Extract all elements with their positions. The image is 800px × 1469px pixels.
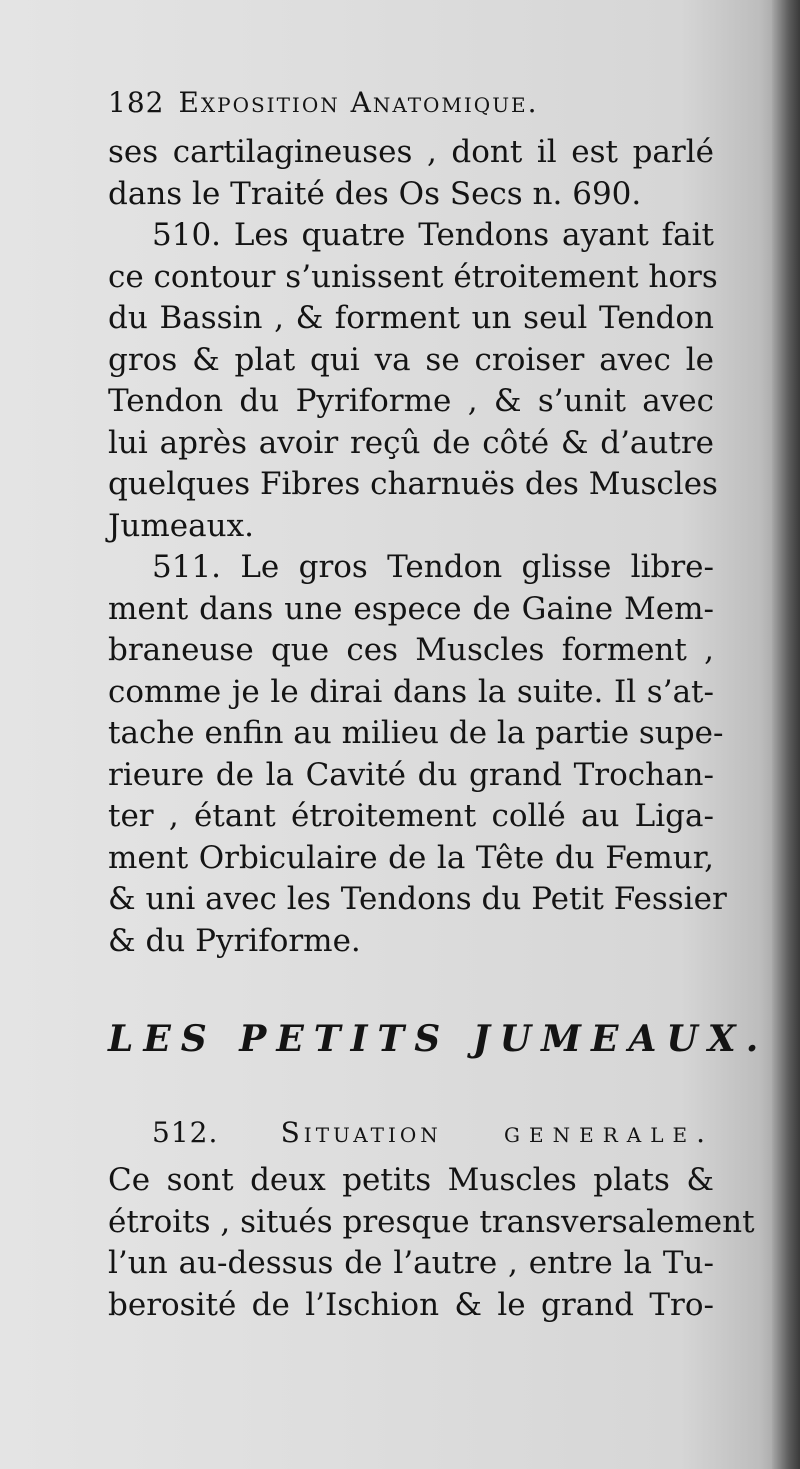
subheading xyxy=(108,1116,714,1160)
section-heading: LES PETITS JUMEAUX. xyxy=(108,1018,769,1060)
text-line: & uni avec les Tendons du Petit Fessier xyxy=(108,881,727,917)
text-line: tache enfin au milieu de la partie supe- xyxy=(108,715,724,751)
paragraph-intro xyxy=(108,132,714,215)
text-line: ce contour s’unissent étroitement hors xyxy=(108,258,718,295)
paragraph-512 xyxy=(108,1160,755,1326)
text-line: dans le Traité des Os Secs n. 690. xyxy=(108,175,642,212)
text-line: 511. Le gros Tendon glisse libre- xyxy=(152,549,714,585)
text-line: ter , étant étroitement collé au Liga- xyxy=(108,798,714,834)
text-line: comme je le dirai dans la suite. Il s’at- xyxy=(108,673,714,710)
text-line: ment dans une espece de Gaine Mem- xyxy=(108,590,714,627)
text-line: lui après avoir reçû de côté & d’autre xyxy=(108,424,714,461)
running-title: Exposition Anatomique. xyxy=(178,86,539,119)
text-line: braneuse que ces Muscles forment , xyxy=(108,632,714,668)
text-line: rieure de la Cavité du grand Trochan- xyxy=(108,756,714,793)
text-line: 510. Les quatre Tendons ayant fait xyxy=(152,217,714,253)
text-line: berosité de l’Ischion & le grand Tro- xyxy=(108,1286,714,1323)
text-line: & du Pyriforme. xyxy=(108,922,361,959)
paragraph-number: 512. xyxy=(152,1116,219,1149)
subheading-word: Situation xyxy=(280,1116,442,1149)
text-line: quelques Fibres charnuës des Muscles xyxy=(108,466,718,502)
text-line: gros & plat qui va se croiser avec le xyxy=(108,341,714,378)
text-block xyxy=(108,86,769,1326)
subheading-word: generale. xyxy=(504,1116,714,1149)
page-gutter-shadow xyxy=(772,0,800,1469)
text-line: du Bassin , & forment un seul Tendon xyxy=(108,300,714,336)
paragraph-510 xyxy=(108,215,718,547)
text-line: étroits , situés presque transversalement xyxy=(108,1203,755,1240)
running-header xyxy=(108,86,714,132)
text-line: Tendon du Pyriforme , & s’unit avec xyxy=(108,383,714,419)
text-line: Ce sont deux petits Muscles plats & xyxy=(108,1162,714,1198)
text-line: ment Orbiculaire de la Tête du Femur, xyxy=(108,839,714,876)
text-line: ses cartilagineuses , dont il est parlé xyxy=(108,134,714,170)
page-number: 182 xyxy=(108,86,165,119)
text-line: l’un au-dessus de l’autre , entre la Tu- xyxy=(108,1245,714,1281)
paragraph-511 xyxy=(108,547,727,962)
text-line: Jumeaux. xyxy=(108,507,254,544)
